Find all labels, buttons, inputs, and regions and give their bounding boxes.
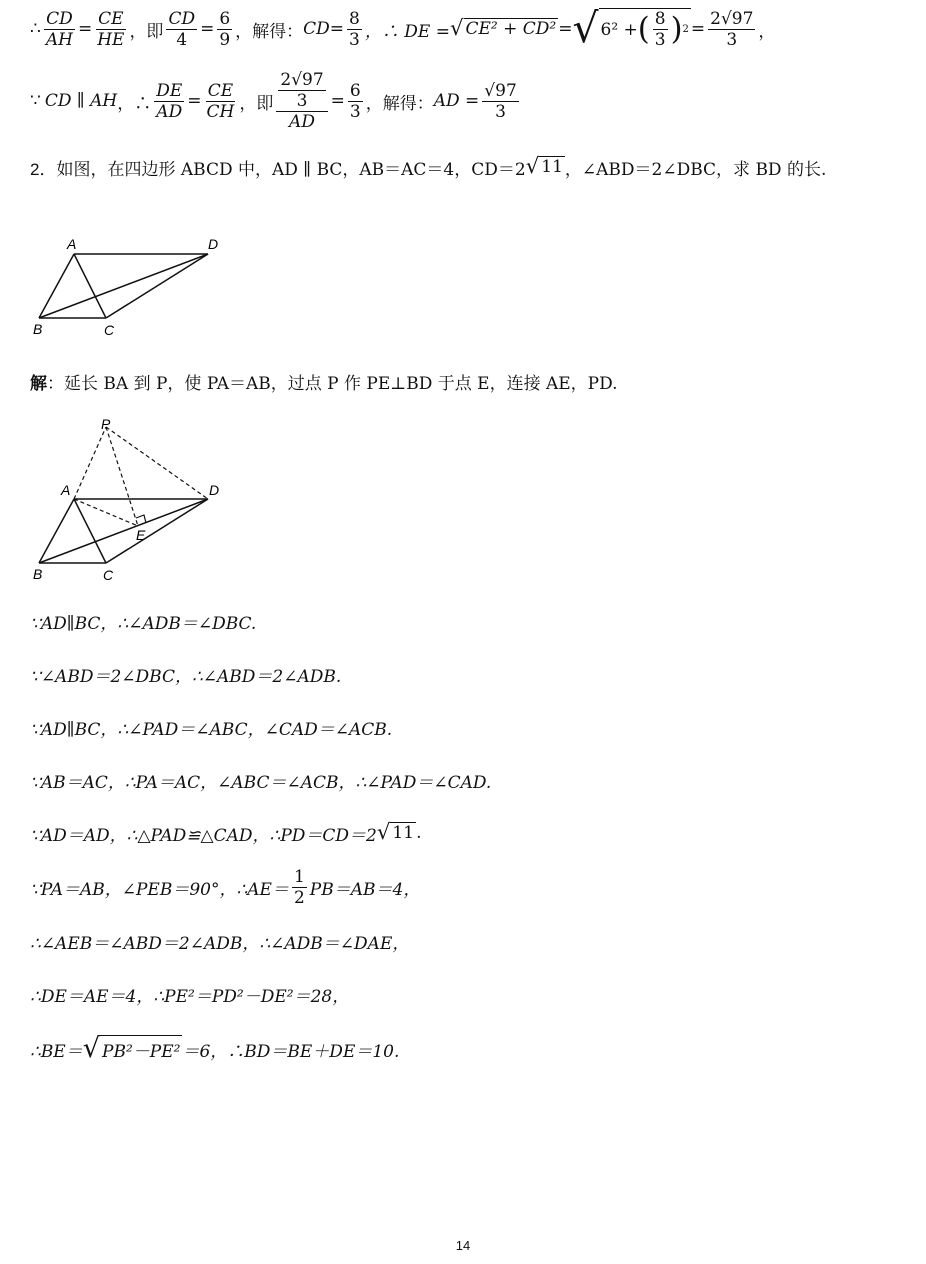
solution-line-1: ∴ $\frac{CD}{AH}$ = $\frac{CE}{HE}$ ，即 $\frac{CD}{4}$ = $\frac{6}{9}$ ，解得： CD = $\frac{8}{3}$ ，∴ DE = √ CE² + CD² = √ 6² + ( $\frac{8}{3}$ ) 2 = $\frac{2√97}{3}$ ， (30, 4, 776, 52)
label-E: E (136, 527, 146, 543)
solution-line-2: ∵ CD ∥ AH ，∴ $\frac{DE}{AD}$ = $\frac{CE}{CH}$ ，即 $\frac{\frac{2√97}{3}}{AD}$ = $\frac{6}{3}$ ，解得： AD = $\frac{√97}{3}$ (30, 70, 517, 132)
fraction: $\frac{CD}{4}$ (168, 8, 196, 50)
figure-construction (28, 414, 228, 586)
label-C: C (104, 322, 115, 338)
step-3: ∵AD∥BC，∴∠PAD＝∠ABC，∠CAD＝∠ACB. (30, 719, 393, 740)
label-A: A (61, 482, 71, 498)
sqrt-expression: √ 6² + ( $\frac{8}{3}$ ) 2 (572, 4, 689, 52)
step-6: ∵PA＝AB，∠PEB＝90°，∴AE＝ $\frac{1}{2}$ PB＝AB＝4， (30, 866, 421, 908)
step-4: ∵AB＝AC，∴PA＝AC，∠ABC＝∠ACB，∴∠PAD＝∠CAD. (30, 772, 492, 793)
label-D: D (208, 236, 219, 252)
problem-statement: 2． 如图，在四边形 ABCD 中，AD ∥ BC，AB＝AC＝4，CD＝2 √ 11 ，∠ABD＝2∠DBC，求 BD 的长. (30, 154, 827, 180)
fraction: $\frac{6}{3}$ (349, 80, 361, 122)
label-D: D (209, 482, 220, 498)
compound-fraction: $\frac{\frac{2√97}{3}}{AD}$ (276, 70, 327, 132)
figure-quadrilateral (28, 232, 228, 342)
fraction: $\frac{2√97}{3}$ (710, 8, 754, 50)
fraction: $\frac{CE}{CH}$ (206, 80, 235, 122)
solution-intro: 解 ：延长 BA 到 P，使 PA＝AB，过点 P 作 PE⊥BD 于点 E，连接 AE，PD. (30, 373, 618, 394)
fraction-half: $\frac{1}{2}$ (293, 866, 305, 908)
sqrt-expression: √ PB²－PE² (82, 1033, 181, 1065)
fraction: $\frac{CE}{HE}$ (97, 8, 125, 50)
fraction: $\frac{DE}{AD}$ (156, 80, 183, 122)
sqrt-expression: √ CE² + CD² (449, 16, 557, 42)
label-B: B (33, 566, 43, 582)
label-C: C (103, 567, 114, 583)
page-number: 14 (455, 1238, 471, 1253)
sqrt-11: √ 11 (376, 820, 415, 846)
fraction: $\frac{√97}{3}$ (484, 80, 517, 122)
therefore-symbol: ∴ (30, 19, 41, 39)
step-5: ∵AD＝AD，∴△PAD≌△CAD，∴PD＝CD＝2 √ 11 . (30, 820, 422, 846)
step-9: ∴BE＝ √ PB²－PE² ＝6，∴BD＝BE＋DE＝10. (30, 1033, 400, 1065)
label-A: A (67, 236, 77, 252)
fraction: $\frac{6}{9}$ (219, 8, 231, 50)
fraction: $\frac{CD}{AH}$ (45, 8, 73, 50)
step-7: ∴∠AEB＝∠ABD＝2∠ADB，∴∠ADB＝∠DAE， (30, 933, 410, 954)
fraction: $\frac{8}{3}$ (349, 8, 360, 50)
step-2: ∵∠ABD＝2∠DBC，∴∠ABD＝2∠ADB. (30, 666, 342, 687)
label-B: B (33, 321, 43, 337)
sqrt-11: √ 11 (525, 154, 563, 180)
label-P: P (101, 416, 111, 432)
step-8: ∴DE＝AE＝4，∴PE²＝PD²－DE²＝28， (30, 986, 350, 1007)
step-1: ∵AD∥BC，∴∠ADB＝∠DBC. (30, 613, 257, 634)
